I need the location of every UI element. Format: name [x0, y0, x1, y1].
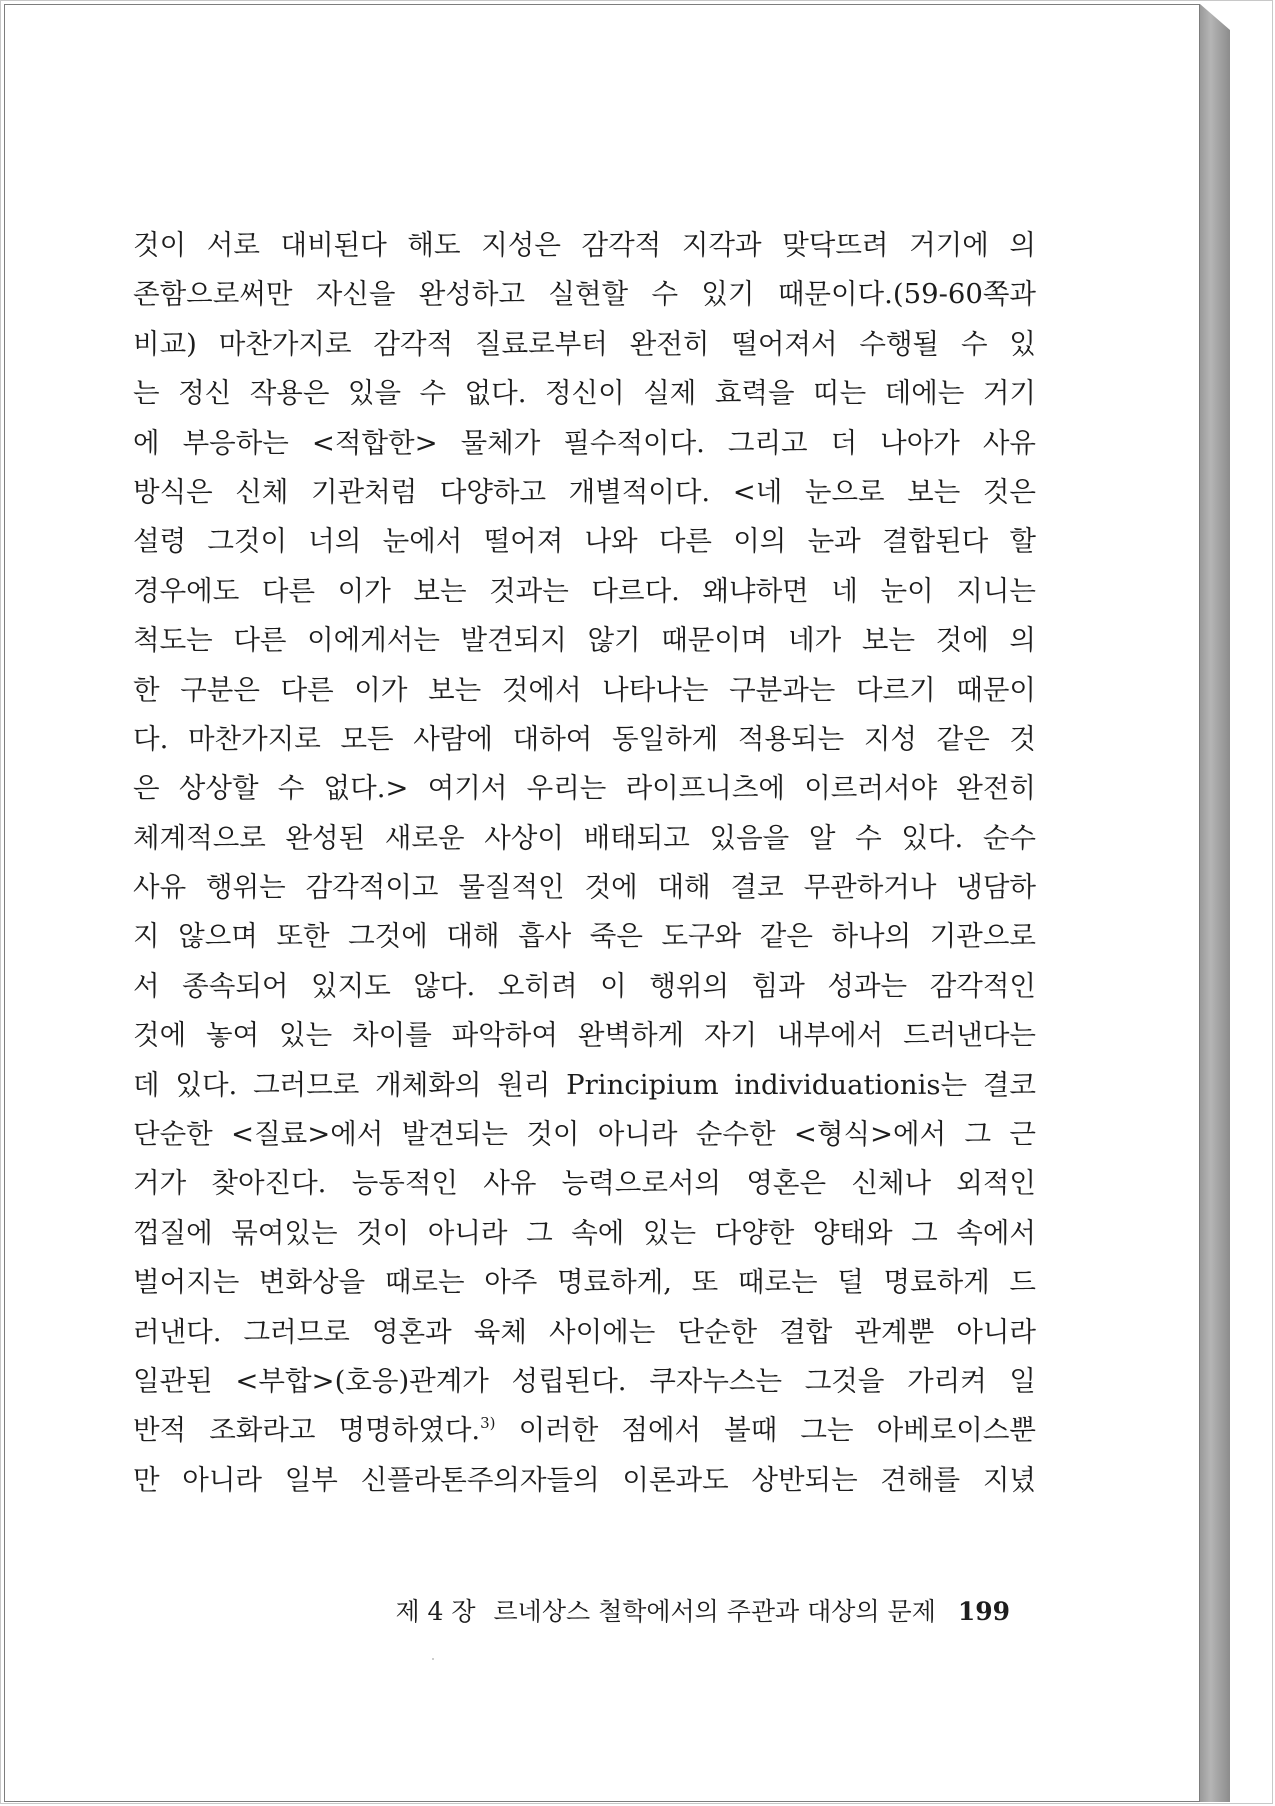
line-text: 단순한 <질료>에서 발견되는 것이 아니라 순수한 <형식>에서 그 근	[133, 1118, 1036, 1151]
line-text: 은 상상할 수 없다.> 여기서 우리는 라이프니츠에 이르러서야 완전히	[133, 772, 1036, 805]
body-line	[133, 1406, 1036, 1455]
body-line	[133, 369, 1036, 418]
line-text: 설령 그것이 너의 눈에서 떨어져 나와 다른 이의 눈과 결합된다 할	[133, 525, 1036, 558]
body-line	[133, 567, 1036, 616]
line-text: 거가 찾아진다. 능동적인 사유 능력으로서의 영혼은 신체나 외적인	[133, 1167, 1036, 1200]
line-text-continued: 이러한 점에서 볼때 그는 아베로이스뿐	[495, 1414, 1036, 1447]
chapter-label: 제 4 장	[395, 1597, 476, 1626]
line-text: 껍질에 묶여있는 것이 아니라 그 속에 있는 다양한 양태와 그 속에서	[133, 1216, 1036, 1249]
running-footer	[390, 1592, 1010, 1632]
line-text: 데 있다. 그러므로 개체화의 원리 Principium individuationis는 결코	[133, 1068, 1036, 1101]
line-text: 지 않으며 또한 그것에 대해 흡사 죽은 도구와 같은 하나의 기관으로	[133, 920, 1036, 953]
body-line	[133, 517, 1036, 566]
line-text: 방식은 신체 기관처럼 다양하고 개별적이다. <네 눈으로 보는 것은	[133, 475, 1036, 508]
body-line	[133, 221, 1036, 270]
footnote-marker: 3)	[480, 1414, 496, 1433]
line-text: 러낸다. 그러므로 영혼과 육체 사이에는 단순한 결합 관계뿐 아니라	[133, 1315, 1036, 1348]
line-text: 존함으로써만 자신을 완성하고 실현할 수 있기 때문이다.(59-60쪽과	[133, 278, 1036, 311]
body-line	[133, 1061, 1036, 1110]
line-text: 는 정신 작용은 있을 수 없다. 정신이 실제 효력을 띠는 데에는 거기	[133, 377, 1036, 410]
body-line	[133, 912, 1036, 961]
page-edge	[1200, 4, 1230, 1802]
page-number: 199	[957, 1597, 1010, 1626]
line-text: 반적 조화라고 명명하였다.	[133, 1414, 481, 1447]
scan-speck	[432, 1658, 434, 1660]
body-line	[133, 1308, 1036, 1357]
line-text: 체계적으로 완성된 새로운 사상이 배태되고 있음을 알 수 있다. 순수	[133, 821, 1036, 854]
line-text: 일관된 <부합>(호응)관계가 성립된다. 쿠자누스는 그것을 가리켜 일	[133, 1364, 1036, 1397]
chapter-title: 르네상스 철학에서의 주관과 대상의 문제	[493, 1597, 936, 1626]
body-line	[133, 814, 1036, 863]
body-line	[133, 715, 1036, 764]
body-line	[133, 320, 1036, 369]
body-line	[133, 1011, 1036, 1060]
line-text: 벌어지는 변화상을 때로는 아주 명료하게, 또 때로는 덜 명료하게 드	[133, 1266, 1036, 1299]
body-line	[133, 1357, 1036, 1406]
body-line	[133, 1159, 1036, 1208]
body-line	[133, 1456, 1036, 1505]
line-text: 다. 마찬가지로 모든 사람에 대하여 동일하게 적용되는 지성 같은 것	[133, 722, 1036, 755]
line-text: 만 아니라 일부 신플라톤주의자들의 이론과도 상반되는 견해를 지녔	[133, 1463, 1036, 1496]
line-text: 서 종속되어 있지도 않다. 오히려 이 행위의 힘과 성과는 감각적인	[133, 969, 1036, 1002]
line-text: 에 부응하는 <적합한> 물체가 필수적이다. 그리고 더 나아가 사유	[133, 426, 1036, 459]
body-line	[133, 863, 1036, 912]
body-line	[133, 764, 1036, 813]
line-text: 사유 행위는 감각적이고 물질적인 것에 대해 결코 무관하거나 냉담하	[133, 871, 1036, 904]
line-text: 경우에도 다른 이가 보는 것과는 다르다. 왜냐하면 네 눈이 지니는	[133, 574, 1036, 607]
body-line	[133, 962, 1036, 1011]
body-text	[133, 221, 1036, 1505]
line-text: 것이 서로 대비된다 해도 지성은 감각적 지각과 맞닥뜨려 거기에 의	[133, 229, 1036, 261]
line-text: 것에 놓여 있는 차이를 파악하여 완벽하게 자기 내부에서 드러낸다는	[133, 1019, 1036, 1052]
body-line	[133, 1209, 1036, 1258]
line-text: 척도는 다른 이에게서는 발견되지 않기 때문이며 네가 보는 것에 의	[133, 624, 1036, 657]
body-line	[133, 270, 1036, 319]
body-line	[133, 1258, 1036, 1307]
body-line	[133, 468, 1036, 517]
body-line	[133, 419, 1036, 468]
body-line	[133, 666, 1036, 715]
line-text: 한 구분은 다른 이가 보는 것에서 나타나는 구분과는 다르기 때문이	[133, 673, 1036, 706]
body-line	[133, 1110, 1036, 1159]
body-line	[133, 616, 1036, 665]
line-text: 비교) 마찬가지로 감각적 질료로부터 완전히 떨어져서 수행될 수 있	[133, 327, 1036, 360]
